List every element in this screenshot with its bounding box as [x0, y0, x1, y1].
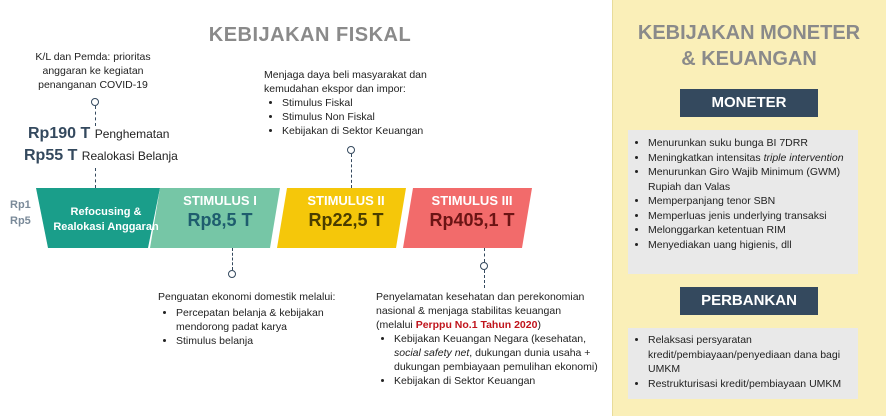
fiskal-title: KEBIJAKAN FISKAL — [208, 24, 412, 46]
penghematan-amount — [28, 125, 169, 143]
connector-dot — [347, 146, 355, 154]
connector-line — [484, 248, 485, 262]
stage-stimulus2-label: STIMULUS II — [307, 193, 385, 208]
realokasi-value: Rp55 T — [24, 147, 78, 164]
connector-line — [232, 248, 233, 270]
list-item: • Stimulus Fiskal — [282, 96, 464, 110]
perppu-ref: Perppu No.1 Tahun 2020 — [415, 319, 538, 331]
stage-stimulus1-amount: Rp8,5 T — [187, 210, 253, 230]
moneter-list — [628, 136, 858, 252]
moneter-title-line1: KEBIJAKAN MONETER — [637, 22, 861, 44]
item-italic: social safety net — [394, 347, 470, 359]
stage-stimulus2 — [286, 193, 406, 231]
stimulus1-notes — [158, 290, 343, 348]
penghematan-value: Rp190 T — [28, 125, 91, 142]
realokasi-amount — [24, 147, 178, 165]
stimulus3-list — [376, 332, 602, 388]
list-item: • Stimulus Non Fiskal — [282, 110, 464, 124]
list-item — [648, 151, 858, 166]
connector-line — [95, 168, 96, 188]
item-text: Kebijakan Keuangan Negara (kesehatan, — [394, 333, 587, 345]
list-item: • Menurunkan Giro Wajib Minimum (GWM) Rupiah dan Valas — [648, 165, 858, 194]
stage-stimulus1 — [160, 193, 280, 231]
moneter-title — [612, 20, 886, 72]
connector-line — [484, 270, 485, 288]
stage-stimulus3-amount: Rp405,1 T — [429, 210, 515, 230]
connector-dot — [91, 98, 99, 106]
item-italic: triple intervention — [763, 151, 844, 164]
stimulus3-intro: Penyelamatan kesehatan dan perekonomian nasional & menjaga stabilitas keuangan — [376, 291, 585, 317]
list-item: • Stimulus belanja — [176, 334, 343, 348]
perbankan-header: PERBANKAN — [680, 287, 818, 315]
hidden-left-text: Rp1 Rp5 — [10, 199, 31, 227]
stimulus1-list — [158, 306, 343, 348]
stage-stimulus1-label: STIMULUS I — [183, 193, 257, 208]
moneter-title-line2: & KEUANGAN — [681, 48, 817, 70]
connector-line — [351, 154, 352, 188]
connector-dot — [228, 270, 236, 278]
list-item: • Menurunkan suku bunga BI 7DRR — [648, 136, 858, 151]
perppu-pre: (melalui — [376, 319, 416, 331]
stage-stimulus2-amount: Rp22,5 T — [308, 210, 384, 230]
list-item: • Memperpanjang tenor SBN — [648, 194, 858, 209]
connector-dot — [480, 262, 488, 270]
stimulus2-intro: Menjaga daya beli masyarakat dan kemudahan ekspor dan impor: — [264, 69, 427, 95]
stage-stimulus3 — [412, 193, 532, 231]
list-item: • Kebijakan di Sektor Keuangan — [394, 374, 602, 388]
perbankan-list — [628, 333, 858, 391]
list-item: • Menyediakan uang higienis, dll — [648, 238, 858, 253]
stage-refocusing-label: Refocusing & Realokasi Anggaran — [53, 206, 159, 233]
penghematan-label: Penghematan — [94, 127, 170, 141]
perppu-post: ) — [537, 319, 541, 331]
perbankan-list-box — [628, 328, 858, 399]
moneter-header: MONETER — [680, 89, 818, 117]
list-item: • Percepatan belanja & kebijakan mendorong padat karya — [176, 306, 343, 334]
connector-line — [95, 106, 96, 126]
realokasi-label: Realokasi Belanja — [81, 149, 178, 163]
stimulus2-notes — [264, 68, 464, 138]
stimulus1-intro: Penguatan ekonomi domestik melalui: — [158, 291, 336, 303]
stimulus3-perppu — [376, 318, 602, 332]
list-item — [394, 332, 602, 374]
stimulus3-notes — [376, 290, 602, 388]
item-text: Meningkatkan intensitas — [648, 151, 764, 164]
list-item: • Kebijakan di Sektor Keuangan — [282, 124, 464, 138]
moneter-list-box — [628, 130, 858, 274]
list-item: • Melonggarkan ketentuan RIM — [648, 223, 858, 238]
refocusing-desc: K/L dan Pemda: prioritas anggaran ke kegiatan penanganan COVID-19 — [35, 51, 151, 91]
list-item: • Relaksasi persyaratan kredit/pembiayaan/penyediaan dana bagi UMKM — [648, 333, 858, 377]
list-item: • Restrukturisasi kredit/pembiayaan UMKM — [648, 377, 858, 392]
item-text: , dukungan dunia usaha + dukungan pembiayaan pemulihan ekonomi) — [394, 347, 598, 373]
stimulus2-list — [264, 96, 464, 138]
list-item: • Memperluas jenis underlying transaksi — [648, 209, 858, 224]
stage-stimulus3-label: STIMULUS III — [431, 193, 513, 208]
